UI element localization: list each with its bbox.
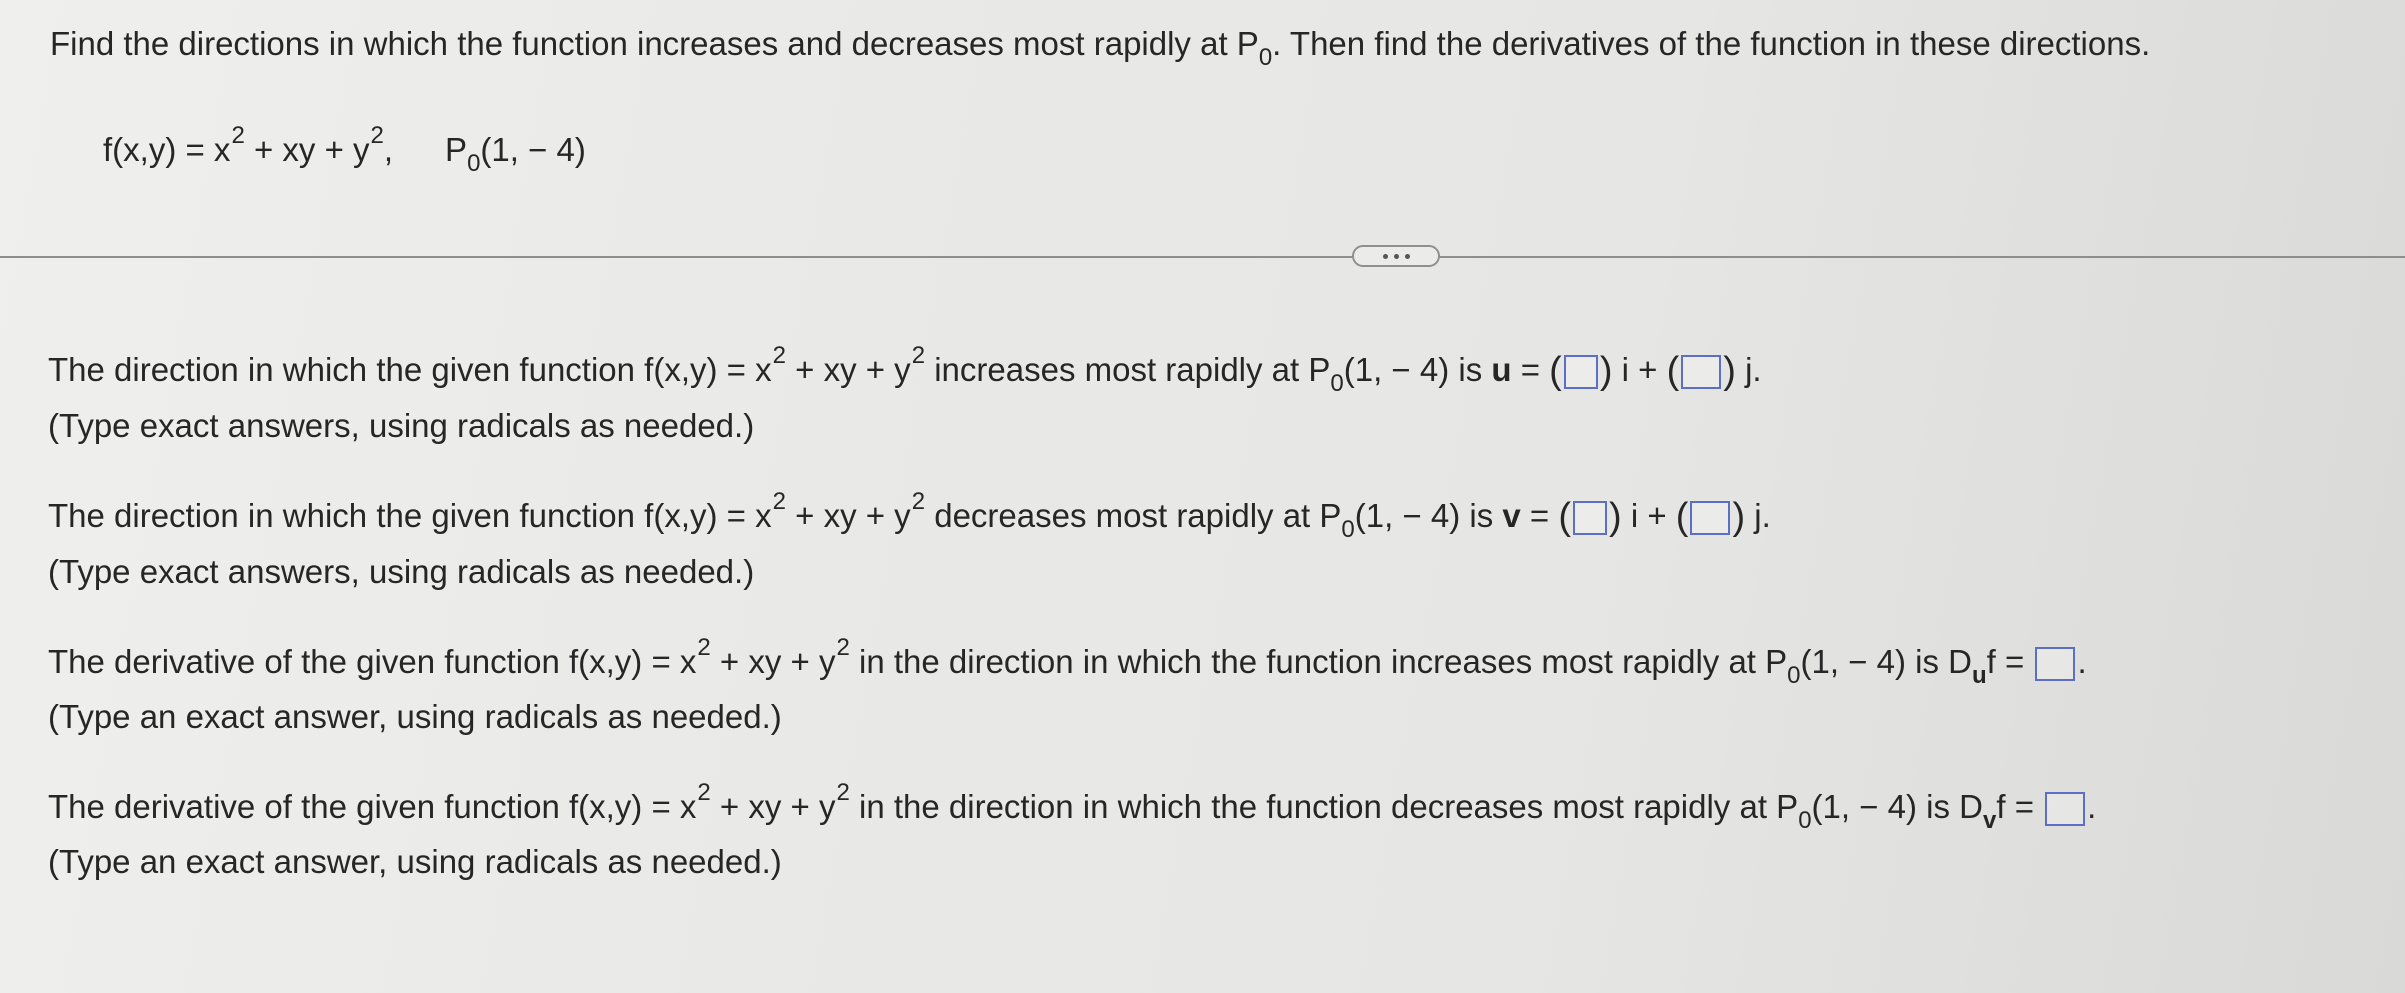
exponent: 2 bbox=[370, 122, 384, 149]
prompt-text: (1, − 4) is bbox=[1354, 497, 1503, 534]
exponent: 2 bbox=[836, 634, 850, 661]
function-text-mid: + xy + y bbox=[244, 131, 370, 168]
equals: = bbox=[1511, 351, 1550, 388]
part-4-prompt bbox=[48, 779, 2097, 834]
unit-j: j. bbox=[1735, 351, 1762, 388]
instruction-text: Find the directions in which the function increases and decreases most rapidly at P bbox=[50, 25, 1259, 62]
subscript-zero: 0 bbox=[1330, 370, 1344, 397]
vector-v: v bbox=[1502, 497, 1521, 534]
comma: , bbox=[383, 131, 394, 168]
prompt-text: The direction in which the given function f(x,y) = x bbox=[48, 351, 772, 388]
prompt-text: + xy + y bbox=[785, 497, 911, 534]
ellipsis-icon bbox=[1383, 254, 1388, 259]
instruction-text-end: . Then find the derivatives of the function in these directions. bbox=[1272, 25, 2151, 62]
ellipsis-icon bbox=[1394, 254, 1399, 259]
paren-right: ) bbox=[1609, 496, 1622, 538]
function-text: f(x,y) = x bbox=[103, 131, 231, 168]
exponent: 2 bbox=[231, 122, 245, 149]
point-label: P bbox=[445, 131, 468, 168]
period: . bbox=[2087, 788, 2097, 825]
section-divider bbox=[0, 256, 2405, 258]
v-j-component-input[interactable] bbox=[1690, 501, 1730, 535]
subscript-zero: 0 bbox=[1787, 662, 1801, 689]
subscript-zero: 0 bbox=[1341, 516, 1355, 543]
prompt-text: The derivative of the given function f(x,y) = x bbox=[48, 788, 697, 825]
part-3-prompt bbox=[48, 634, 2087, 689]
subscript-v: v bbox=[1983, 807, 1997, 834]
dv-f-answer-input[interactable] bbox=[2045, 792, 2085, 826]
prompt-text: in the direction in which the function decreases most rapidly at P bbox=[849, 788, 1799, 825]
more-options-button[interactable] bbox=[1352, 245, 1440, 267]
paren-right: ) bbox=[1732, 496, 1746, 538]
paren-right: ) bbox=[1723, 350, 1736, 392]
vector-u: u bbox=[1491, 351, 1512, 388]
equals: = bbox=[1520, 497, 1559, 534]
exponent: 2 bbox=[772, 342, 786, 369]
prompt-text: (1, − 4) is D bbox=[1800, 643, 1972, 680]
part-4-note: (Type an exact answer, using radicals as needed.) bbox=[48, 843, 782, 880]
prompt-text: (1, − 4) is bbox=[1343, 351, 1492, 388]
unit-j: j. bbox=[1745, 497, 1771, 534]
point-coordinates: (1, − 4) bbox=[480, 131, 586, 168]
prompt-text: + xy + y bbox=[710, 788, 836, 825]
v-i-component-input[interactable] bbox=[1573, 501, 1607, 535]
unit-i: i + bbox=[1621, 497, 1676, 534]
u-j-component-input[interactable] bbox=[1681, 355, 1721, 389]
paren-left: ( bbox=[1675, 496, 1689, 538]
function-definition bbox=[103, 122, 586, 177]
part-1-prompt bbox=[48, 342, 1762, 397]
prompt-text: The derivative of the given function f(x,y) = x bbox=[48, 643, 697, 680]
subscript-zero: 0 bbox=[1798, 807, 1812, 834]
u-i-component-input[interactable] bbox=[1564, 355, 1598, 389]
subscript-zero: 0 bbox=[467, 150, 481, 177]
exponent: 2 bbox=[836, 779, 850, 806]
part-2-prompt bbox=[48, 488, 1771, 543]
prompt-text: (1, − 4) is D bbox=[1811, 788, 1984, 825]
part-1-note: (Type exact answers, using radicals as needed.) bbox=[48, 407, 755, 444]
exponent: 2 bbox=[697, 634, 711, 661]
paren-left: ( bbox=[1558, 496, 1572, 538]
paren-left: ( bbox=[1549, 350, 1562, 392]
prompt-text: in the direction in which the function increases most rapidly at P bbox=[849, 643, 1788, 680]
prompt-text: + xy + y bbox=[710, 643, 836, 680]
du-f-answer-input[interactable] bbox=[2035, 647, 2075, 681]
prompt-text: f = bbox=[1986, 643, 2034, 680]
unit-i: i + bbox=[1612, 351, 1667, 388]
paren-right: ) bbox=[1599, 350, 1613, 392]
subscript-zero: 0 bbox=[1258, 44, 1273, 71]
exponent: 2 bbox=[772, 488, 786, 515]
exponent: 2 bbox=[697, 779, 711, 806]
prompt-text: increases most rapidly at P bbox=[925, 351, 1331, 388]
period: . bbox=[2077, 643, 2087, 680]
question-instruction bbox=[50, 24, 2151, 71]
part-3-note: (Type an exact answer, using radicals as needed.) bbox=[48, 698, 782, 735]
part-2-note: (Type exact answers, using radicals as needed.) bbox=[48, 553, 755, 590]
exponent: 2 bbox=[911, 488, 926, 515]
exponent: 2 bbox=[911, 342, 926, 369]
prompt-text: + xy + y bbox=[785, 351, 911, 388]
prompt-text: f = bbox=[1996, 788, 2044, 825]
prompt-text: decreases most rapidly at P bbox=[925, 497, 1342, 534]
ellipsis-icon bbox=[1405, 254, 1410, 259]
prompt-text: The direction in which the given function f(x,y) = x bbox=[48, 497, 772, 534]
paren-left: ( bbox=[1666, 350, 1680, 392]
subscript-u: u bbox=[1971, 662, 1987, 689]
